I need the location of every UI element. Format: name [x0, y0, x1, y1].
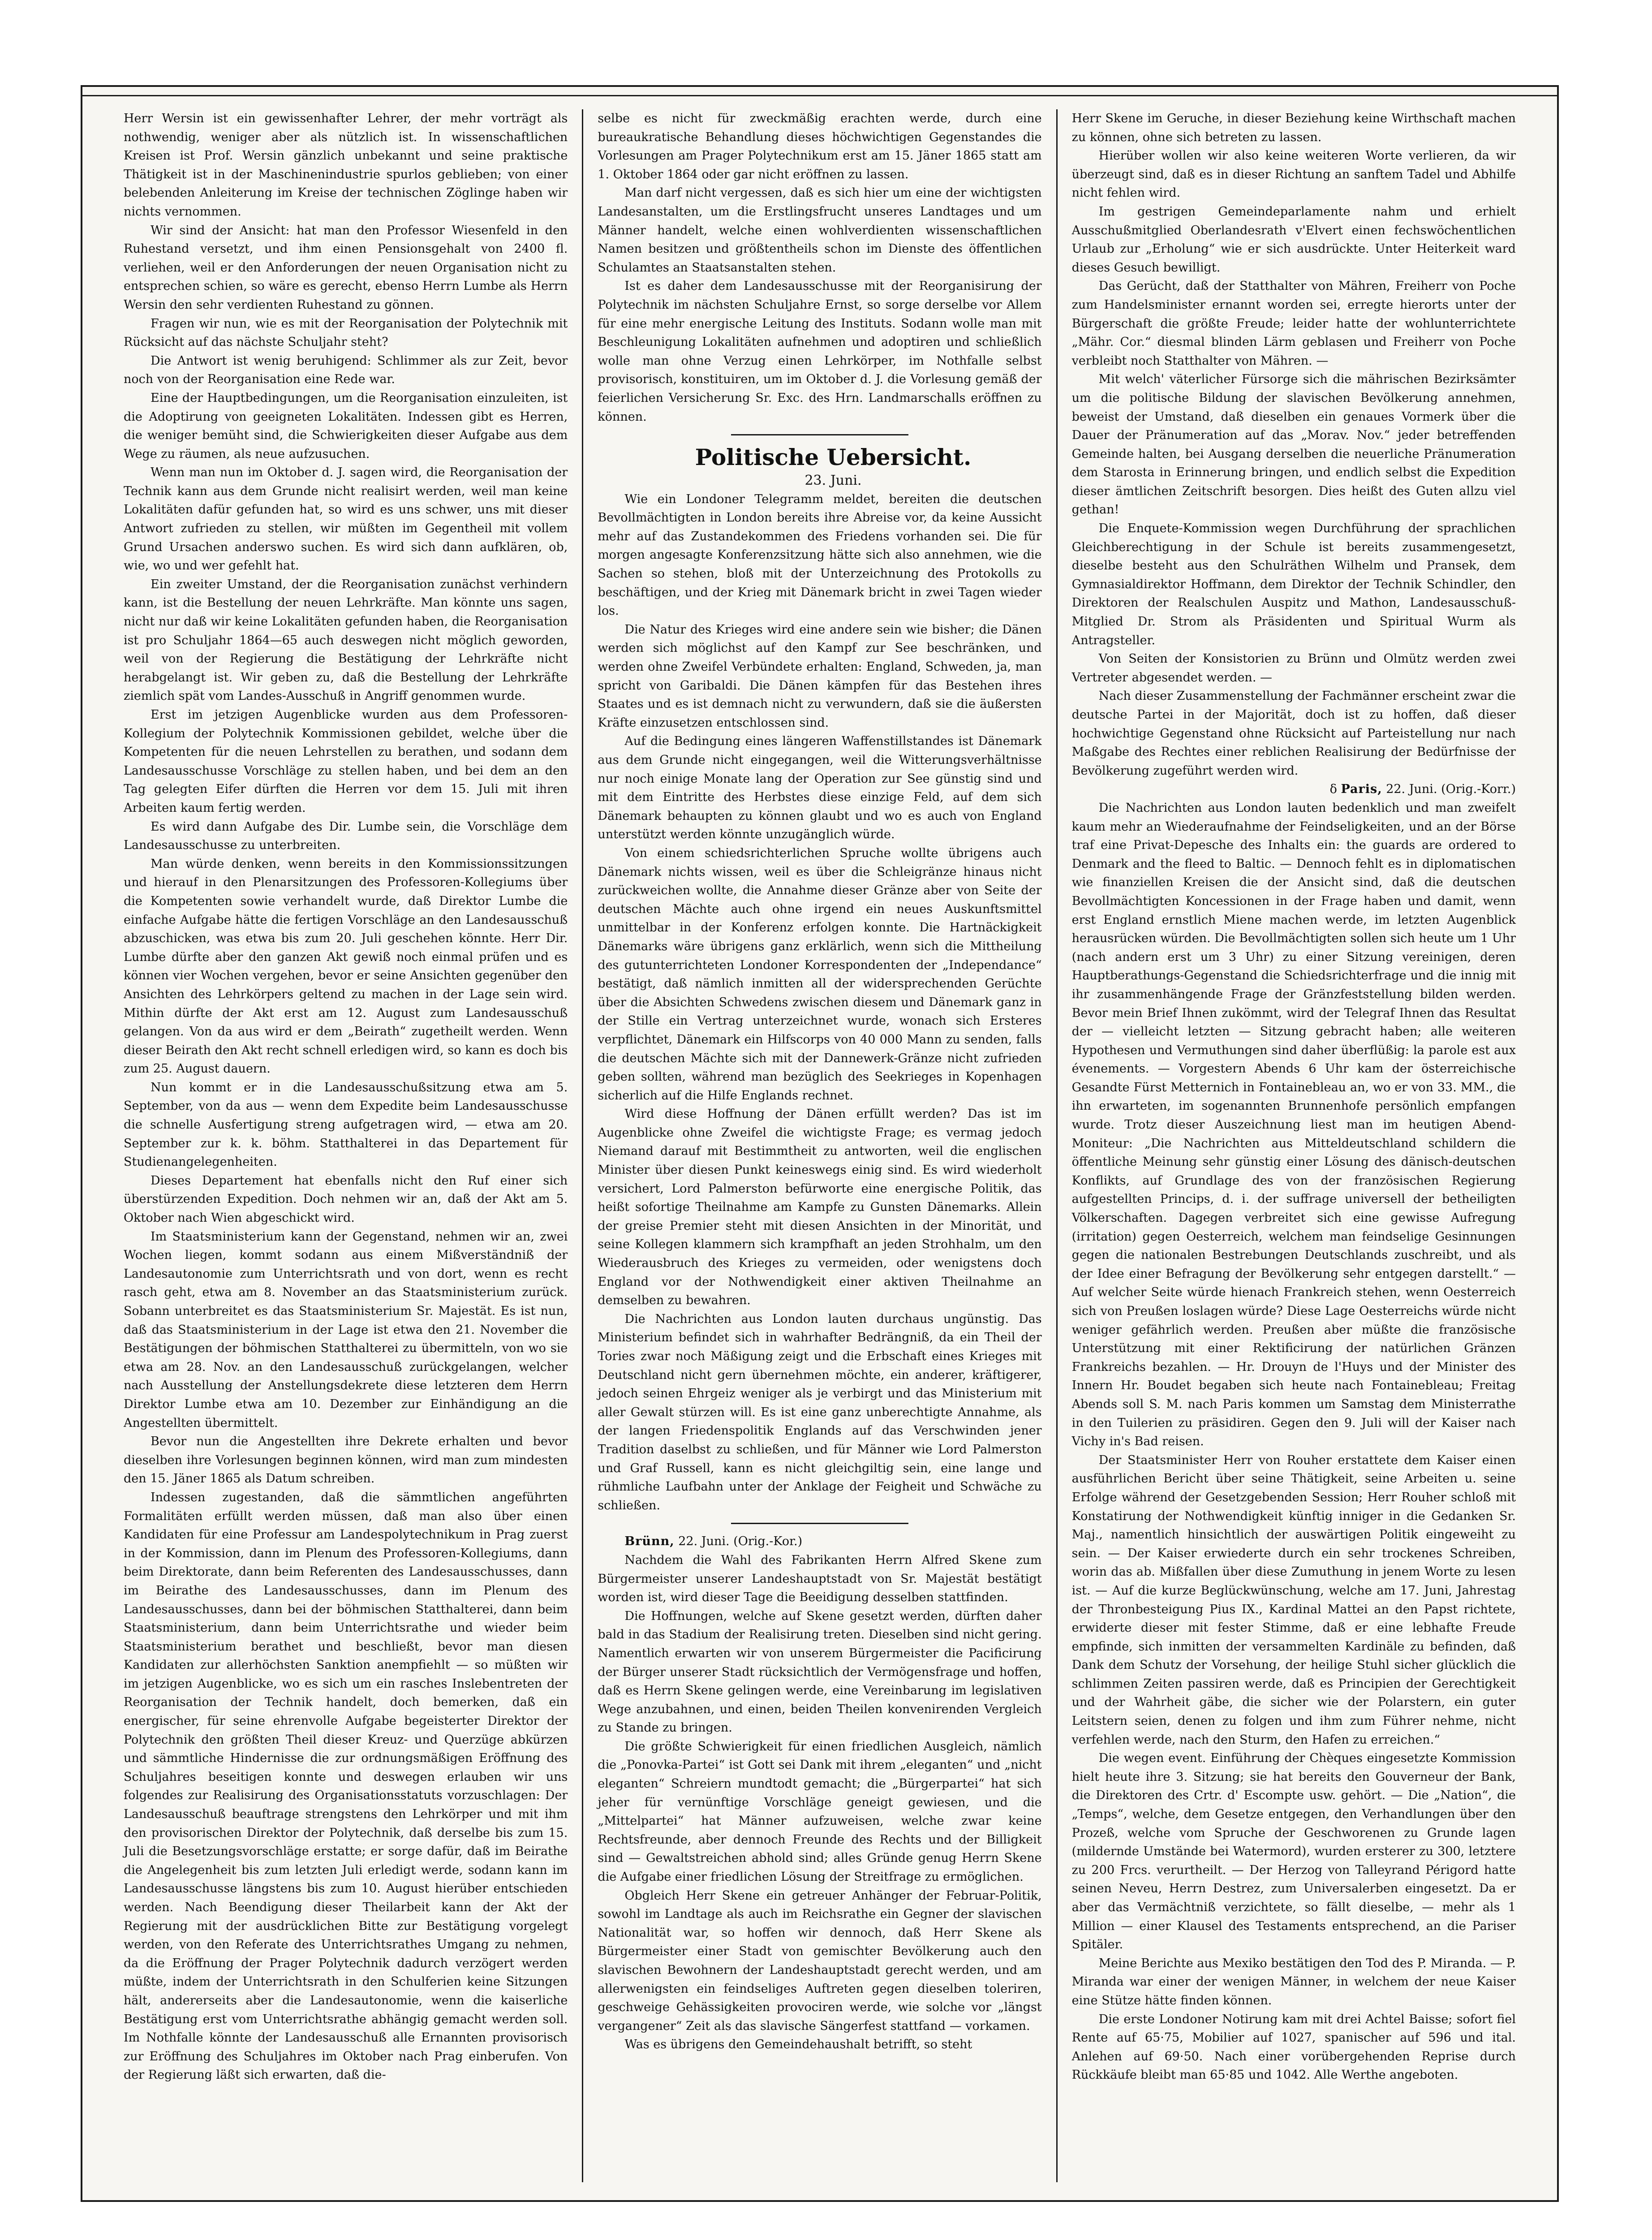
paragraph: Obgleich Herr Skene ein getreuer Anhänger der Februar-Politik, sowohl im Landtage als auch im Reichsrathe ein Gegner der slavischen Nationalität war, so hoffen wir dennoch, daß Herr Skene als Bürgermeister einer Stadt von gemischter Bevölkerung auch den slavischen Bewohnern der Landeshauptstadt gerecht werden, und am allerwenigsten ein feindseliges Auftreten gegen dieselben toleriren, geschweige Gehässigkeiten provociren werde, wie solche vor „längst vergangener“ Zeit als das slavische Sängerfest stattfand — vorkamen.	[598, 1888, 1042, 2033]
paragraph: Man darf nicht vergessen, daß es sich hier um eine der wichtigsten Landesanstalten, um die Erstlingsfrucht unseres Landtages und um Männer handelt, welche einen wohlverdienten wissenschaftlichen Namen besitzen und größtentheils schon im Dienste des öffentlichen Schulamtes an Staatsanstalten stehen.	[598, 186, 1042, 275]
section-headline: Politische Uebersicht.	[695, 444, 972, 471]
dateline-date: 22. Juni. (Orig.-Korr.)	[1386, 782, 1516, 797]
dateline-place: Brünn,	[624, 1534, 675, 1549]
paragraph: Nach dieser Zusammenstellung der Fachmänner erscheint zwar die deutsche Partei in der Majorität, doch ist zu hoffen, daß dieser hochwichtige Gegenstand ohne Rücksicht auf Parteistellung nur nach Maßgabe des Rechtes einer reblichen Realisirung der Bedürfnisse der Bevölkerung zugeführt werden wird.	[1071, 689, 1516, 778]
paragraph: Dieses Departement hat ebenfalls nicht den Ruf einer sich überstürzenden Expedition. Doch nehmen wir an, daß der Akt am 5. Oktober nach Wien abgeschickt wird.	[124, 1173, 568, 1225]
paragraph: Man würde denken, wenn bereits in den Kommissionssitzungen und hierauf in den Plenarsitzungen des Professoren-Kollegiums über die Kompetenten sowie verhandelt wurde, daß Direktor Lumbe die einfache Aufgabe hätte die fertigen Vorschläge an den Landesausschuß abzuschicken, was etwa bis zum 20. Juli geschehen könnte. Herr Dir. Lumbe dürfte aber den ganzen Akt gewiß noch einmal prüfen und es können vier Wochen vergehen, bevor er seine Ansichten gegenüber den Ansichten des Lehrkörpers geltend zu machen in der Lage sein wird. Mithin dürfte der Akt erst am 12. August zum Landesausschuß gelangen. Von da aus wird er dem „Beirath“ zugetheilt werden. Wenn dieser Beirath den Akt recht schnell erledigen wird, so kann es doch bis zum 25. August dauern.	[124, 857, 568, 1076]
paragraph: Auf die Bedingung eines längeren Waffenstillstandes ist Dänemark aus dem Grunde nicht eingegangen, weil die Witterungsverhältnisse nur noch einige Monate lang der Operation zur See günstig sind und mit dem Eintritte des Herbstes diese einzige Feld, auf dem sich Dänemark behaupten zu können glaubt und wo es auch von England unterstützt werden könnte unzugänglich würde.	[598, 734, 1042, 842]
paragraph: Die Hoffnungen, welche auf Skene gesetzt werden, dürften daher bald in das Stadium der Realisirung treten. Dieselben sind nicht gering. Namentlich erwarten wir von unserem Bürgermeister die Pacificirung der Bürger unserer Stadt rücksichtlich der Vermögensfrage und hoffen, daß es Herrn Skene gelingen werde, eine Vereinbarung im legislativen Wege anzubahnen, und einen, beiden Theilen konvenirenden Vergleich zu Stande zu bringen.	[598, 1609, 1042, 1735]
paragraph: Die Nachrichten aus London lauten durchaus ungünstig. Das Ministerium befindet sich in wahrhafter Bedrängniß, da ein Theil der Tories zwar noch Mäßigung zeigt und die Erbschaft eines Krieges mit Deutschland nicht gern übernehmen möchte, ein anderer, kräftigerer, jedoch seinen Ehrgeiz weniger als je verbirgt und das Ministerium mit aller Gewalt stürzen will. Es ist eine ganz unberechtigte Annahme, als der langen Friedenspolitik Englands auf das Verschwinden jener Tradition daselbst zu schließen, und für Männer wie Lord Palmerston und Graf Russell, kann es nicht gleichgiltig sein, eine lange und rühmliche Laufbahn unter der Anklage der Feigheit und Schwäche zu schließen.	[598, 1312, 1042, 1512]
paragraph: Mit welch' väterlicher Fürsorge sich die mährischen Bezirksämter um die politische Bildung der slavischen Bevölkerung annehmen, beweist der Umstand, daß dieselben ein genaues Vormerk über die Dauer der Pränumeration auf das „Morav. Nov.“ jeder betreffenden Gemeinde halten, bei Ausgang derselben die neuerliche Pränumeration dem Starosta in Erinnerung bringen, und endlich selbst die Expedition dieser ämtlichen Zeitschrift besorgen. Dies heißt des Guten allzu viel gethan!	[1071, 372, 1516, 517]
paragraph: Bevor nun die Angestellten ihre Dekrete erhalten und bevor dieselben ihre Vorlesungen beginnen können, wird man zum mindesten den 15. Jäner 1865 als Datum schreiben.	[124, 1434, 568, 1486]
dateline-date: 22. Juni. (Orig.-Kor.)	[678, 1534, 803, 1549]
paragraph: Nun kommt er in die Landesausschußsitzung etwa am 5. September, von da aus — wenn dem Expedite beim Landesausschusse die schnelle Ausfertigung streng aufgetragen wird, — etwa am 20. September zur k. k. böhm. Statthalterei in das Departement für Studienangelegenheiten.	[124, 1080, 568, 1169]
paragraph: Wird diese Hoffnung der Dänen erfüllt werden? Das ist im Augenblicke ohne Zweifel die wichtigste Frage; es vermag jedoch Niemand darauf mit Bestimmtheit zu antworten, weil die englischen Minister über diesen Punkt keineswegs einig sind. Es wird wiederholt versichert, Lord Palmerston befürworte eine energische Politik, das heißt sofortige Theilnahme am Kampfe zu Gunsten Dänemarks. Allein der greise Premier steht mit diesen Ansichten in der Minorität, und seine Kollegen klammern sich krampfhaft an jeden Strohhalm, um den Wiederausbruch des Krieges zu vermeiden, oder wenigstens doch England vor der Nothwendigkeit einer aktiven Theilnahme an demselben zu bewahren.	[598, 1107, 1042, 1308]
section-divider	[731, 434, 909, 435]
correspondent-mark: δ	[1329, 782, 1337, 797]
paragraph: Im Staatsministerium kann der Gegenstand, nehmen wir an, zwei Wochen liegen, kommt sodann aus einem Mißverständniß der Landesautonomie zum Unterrichtsrath und von dort, wenn es recht rasch geht, etwa am 8. November an das Staatsministerium zurück. Sobann unterbreitet es das Staatsministerium Sr. Majestät. Es ist nun, daß das Staatsministerium in der Lage ist etwa den 21. November die Bestätigungen der böhmischen Statthalterei zu übermitteln, von wo sie etwa am 28. Nov. an den Landesausschuß zurückgelangen, welcher nach Ausstellung der Anstellungsdekrete diese letzteren dem Herrn Direktor Lumbe etwa am 10. Dezember zur Einhändigung an die Angestellten übermittelt.	[124, 1229, 568, 1430]
dateline-place: Paris,	[1341, 782, 1382, 797]
paragraph: Ein zweiter Umstand, der die Reorganisation zunächst verhindern kann, ist die Bestellung der neuen Lehrkräfte. Man könnte uns sagen, nicht nur daß wir keine Lokalitäten gefunden haben, die Reorganisation ist pro Schuljahr 1864—65 auch deswegen nicht möglich geworden, weil von der Regierung die Bestätigung der Lehrkräfte nicht herabgelangt ist. Wir geben zu, daß die Bestellung der Lehrkräfte ziemlich spät vom Landes-Ausschuß in Angriff genommen wurde.	[124, 577, 568, 703]
paragraph: Ist es daher dem Landesausschusse mit der Reorganisirung der Polytechnik im nächsten Schuljahre Ernst, so sorge derselbe vor Allem für eine mehr energische Leitung des Instituts. Sodann wolle man mit Beschleunigung Lokalitäten aufnehmen und adoptiren und schließlich wolle man ohne Verzug einen Lehrkörper, im Nothfalle selbst provisorisch, konstituiren, um im Oktober d. J. die Vorlesung gemäß der feierlichen Versicherung Sr. Exc. des Hrn. Landmarschalls eröffnen zu können.	[598, 279, 1042, 424]
section-divider	[731, 1523, 909, 1524]
paragraph: Von Seiten der Konsistorien zu Brünn und Olmütz werden zwei Vertreter abgesendet werden. —	[1071, 652, 1516, 685]
paragraph: Von einem schiedsrichterlichen Spruche wollte übrigens auch Dänemark nichts wissen, weil es über die Schleigränze hinaus nicht zurückweichen wollte, die Annahme dieser Gränze aber von Seite der deutschen Mächte auch ohne irgend ein neues Auskunftsmittel unmittelbar in der Konferenz erfolgen konnte. Die Hartnäckigkeit Dänemarks wäre übrigens ganz erklärlich, wenn sich die Mittheilung des gutunterrichteten Londoner Korrespondenten der „Independance“ bestätigt, daß nämlich inmitten all der widersprechenden Gerüchte über die Absichten Schwedens zwischen diesem und Dänemark ganz in der Stille ein Vertrag unterzeichnet wurde, wonach sich Ersteres verpflichtet, Dänemark ein Hilfscorps von 40 000 Mann zu senden, falls die deutschen Mächte sich mit der Dannewerk-Gränze nicht zufrieden geben sollten, während man bezüglich des Seekrieges in Kopenhagen sicherlich auf die Hilfe Englands rechnet.	[598, 846, 1042, 1103]
paragraph: Es wird dann Aufgabe des Dir. Lumbe sein, die Vorschläge dem Landesausschusse zu unterbreiten.	[124, 819, 568, 853]
paragraph: Die größte Schwierigkeit für einen friedlichen Ausgleich, nämlich die „Ponovka-Partei“ ist Gott sei Dank mit ihrem „eleganten“ und „nicht eleganten“ Schreiern mundtodt gemacht; die „Bürgerpartei“ hat sich jeher für vernünftige Vorschläge geneigt gewiesen, und die „Mittelpartei“ hat Männer aufzuweisen, welche zwar keine Rechtsfreunde, aber dennoch Freunde des Rechts und der Billigkeit sind — Gewaltstreichen abhold sind; alles Gründe genug Herrn Skene die Aufgabe einer friedlichen Lösung der Streitfrage zu ermöglichen.	[598, 1739, 1042, 1884]
paragraph: Im gestrigen Gemeindeparlamente nahm und erhielt Ausschußmitglied Oberlandesrath v'Elvert einen fechswöchentlichen Urlaub zur „Erholung“ wie er sich ausdrückte. Unter Heiterkeit ward dieses Gesuch bewilligt.	[1071, 204, 1516, 275]
column-middle	[582, 109, 1056, 2182]
paragraph: Die Enquete-Kommission wegen Durchführung der sprachlichen Gleichberechtigung in der Schule ist bereits zusammengesetzt, dieselbe besteht aus den Schulräthen Wilhelm und Pransek, dem Gymnasialdirektor Hoffmann, dem Direktor der Technik Schindler, den Direktoren der Realschulen Auspitz und Mathon, Landesausschuß-Mitglied Dr. Strom als Präsidenten und Spiritual Wurm als Antragsteller.	[1071, 521, 1516, 647]
paragraph: Was es übrigens den Gemeindehaushalt betrifft, so steht	[624, 2038, 972, 2052]
paragraph: Nachdem die Wahl des Fabrikanten Herrn Alfred Skene zum Bürgermeister unserer Landeshauptstadt von Sr. Majestät bestätigt worden ist, wird dieser Tage die Beeidigung desselben stattfinden.	[598, 1553, 1042, 1605]
newspaper-page	[81, 85, 1559, 2202]
paragraph: Der Staatsminister Herr von Rouher erstattete dem Kaiser einen ausführlichen Bericht über seine Thätigkeit, seine Arbeiten u. seine Erfolge während der Gesetzgebenden Session; Herr Rouher schloß mit Konstatirung der Nothwendigkeit künftig inniger in die Gedanken Sr. Maj., namentlich hinsichtlich der auswärtigen Politik eingeweiht zu sein. — Der Kaiser erwiederte durch ein sehr trockenes Schreiben, worin das ab. Mißfallen über diese Zumuthung in jenem Worte zu lesen ist. — Auf die kurze Beglückwünschung, welche am 17. Juni, Jahrestag der Thronbesteigung Pius IX., Kardinal Mattei an den Papst richtete, erwiderte dieser mit fester Stimme, daß er eine lebhafte Freude empfinde, sich inmitten der versammelten Kardinäle zu befinden, daß Dank dem Schutz der Vorsehung, der heilige Stuhl sicher glücklich die schlimmen Zeiten passiren werde, daß es Principien der Gerechtigkeit und der Wahrheit gäbe, die sicher wie der Polarstern, ein guter Leitstern seien, denen zu folgen und ihm zum Führer nehme, nicht verfehlen werde, nach den Sturm, den Hafen zu erreichen.“	[1071, 1453, 1516, 1747]
paragraph: Die erste Londoner Notirung kam mit drei Achtel Baisse; sofort fiel Rente auf 65·75, Mobilier auf 1027, spanischer auf 596 und ital. Anlehen auf 69·50. Nach einer vorübergehenden Reprise durch Rückkäufe bleibt man 65·85 und 1042. Alle Werthe angeboten.	[1071, 2012, 1516, 2082]
paragraph: Wie ein Londoner Telegramm meldet, bereiten die deutschen Bevollmächtigten in London bereits ihre Abreise vor, da keine Aussicht mehr auf das Zustandekommen des Friedens vorhanden sei. Die für morgen angesagte Konferenzsitzung hätte sich also annehmen, wie die Sachen so stehen, bloß mit der Unterzeichnung des Protokolls zu beschäftigen, und der Krieg mit Dänemark bricht in zwei Tagen wieder los.	[598, 492, 1042, 618]
paragraph: Fragen wir nun, wie es mit der Reorganisation der Polytechnik mit Rücksicht auf das nächste Schuljahr steht?	[124, 316, 568, 349]
dateline-paragraph	[598, 1532, 1041, 1551]
top-border-rule	[82, 87, 1557, 96]
paragraph: Die Nachrichten aus London lauten bedenklich und man zweifelt kaum mehr an Wiederaufnahme der Feindseligkeiten, und an der Börse traf eine Privat-Depesche des Inhalts ein: the guards are ordered to Denmark and the fleed to Baltic. — Dennoch fehlt es in diplomatischen wie finanziellen Kreisen die der Ansicht sind, daß die deutschen Bevollmächtigten Koncessionen in der Frage haben und damit, wenn erst England ernstlich Miene machen werde, im letzten Augenblick herausrücken würden. Die Bevollmächtigten sollen sich heute um 1 Uhr (nach andern erst um 3 Uhr) zu einer Sitzung vereinigen, deren Hauptberathungs-Gegenstand die Schiedsrichterfrage und die innig mit ihr zusammenhängende Frage der Gränzfeststellung bilden werden. Bevor mein Brief Ihnen zukömmt, wird der Telegraf Ihnen das Resultat der — vielleicht letzten — Sitzung gebracht haben; alle weiteren Hypothesen und Vermuthungen sind daher überflüßig: la parole est aux évenements. — Vorgestern Abends 6 Uhr kam der österreichische Gesandte Fürst Metternich in Fontainebleau an, wo er von 33. MM., die ihn erwarteten, im sogenannten Brunnenhofe persönlich empfangen wurde. Trotz dieser Auszeichnung liest man im heutigen Abend-Moniteur: „Die Nachrichten aus Mitteldeutschland schildern die öffentliche Meinung sehr günstig einer Lösung des dänisch-deutschen Konflikts, auf Grundlage des von der französischen Regierung aufgestellten Princips, d. i. der suffrage universell der betheiligten Völkerschaften. Dagegen verbreitet sich eine gewisse Aufregung (irritation) gegen Oesterreich, welchem man feindselige Gesinnungen gegen die nationalen Bestrebungen Deutschlands zuschreibt, und als der Idee einer Befragung der Bevölkerung sehr entgegen darstellt.“ — Auf welcher Seite würde hienach Frankreich stehen, wenn Oesterreich sich von Preußen loslagen würde? Diese Lage Oesterreichs würde nicht weniger gefährlich werden. Preußen aber müßte die französische Unterstützung mit einer Rektificirung der natürlichen Gränzen Frankreichs bezahlen. — Hr. Drouyn de l'Huys und der Minister des Innern Hr. Boudet begaben sich heute nach Fontainebleau; Freitag Abends soll S. M. nach Paris kommen um Samstag dem Ministerrathe in den Tuilerien zu präsidiren. Gegen den 9. Juli will der Kaiser nach Vichy in's Bad reisen.	[1071, 801, 1516, 1449]
dateline-paragraph	[1072, 780, 1516, 799]
section-date: 23. Juni.	[804, 473, 862, 489]
paragraph: selbe es nicht für zweckmäßig erachten werde, durch eine bureaukratische Behandlung dieses höchwichtigen Gegenstandes die Vorlesungen am Prager Polytechnikum erst am 15. Jäner 1865 statt am 1. Oktober 1864 oder gar nicht eröffnen zu lassen.	[598, 112, 1042, 181]
paragraph: Eine der Hauptbedingungen, um die Reorganisation einzuleiten, ist die Adoptirung von geeigneten Lokalitäten. Indessen gibt es Herren, die weniger bemüht sind, die Schwierigkeiten dieser Aufgabe aus dem Wege zu räumen, als neue aufzusuchen.	[124, 391, 568, 461]
paragraph: Wenn man nun im Oktober d. J. sagen wird, die Reorganisation der Technik kann aus dem Grunde nicht realisirt werden, weil man keine Lokalitäten dafür gefunden hat, so wird es uns schwer, uns mit dieser Antwort zufrieden zu stellen, wir müßten im Gegentheil mit vollem Grund Ursachen anderswo suchen. Es wird sich dann aufklären, ob, wie, wo und wer gefehlt hat.	[124, 465, 568, 573]
column-left	[109, 109, 582, 2182]
paragraph: Herr Skene im Geruche, in dieser Beziehung keine Wirthschaft machen zu können, ohne sich betreten zu lassen.	[1071, 112, 1516, 144]
paragraph: Die Antwort ist wenig beruhigend: Schlimmer als zur Zeit, bevor noch von der Reorganisation eine Rede war.	[124, 353, 568, 387]
page-columns	[109, 109, 1530, 2182]
paragraph: Die wegen event. Einführung der Chèques eingesetzte Kommission hielt heute ihre 3. Sitzung; sie hat bereits den Gouverneur der Bank, die Direktoren des Crtr. d' Escompte usw. gehört. — Die „Nation“, die „Temps“, welche, dem Gesetze entgegen, den Verhandlungen über den Prozeß, welche vom Spruche der Geschworenen zu Grunde lagen (mildernde Umstände bei Watermord), wurden ersterer zu 300, letztere zu 200 Frcs. verurtheilt. — Der Herzog von Talleyrand Périgord hatte seinen Neveu, Herrn Destrez, zum Universalerben eingesetzt. Da er aber das Vermächtniß verzichtete, so fällt dieselbe, — mehr als 1 Million — einer Klausel des Testaments entsprechend, an die Pariser Spitäler.	[1071, 1751, 1516, 1952]
column-right	[1056, 109, 1530, 2182]
paragraph: Erst im jetzigen Augenblicke wurden aus dem Professoren-Kollegium der Polytechnik Kommissionen gebildet, welche über die Kompetenten für die neuen Lehrstellen zu berathen, und sodann dem Landesausschusse Vorschläge zu stellen haben, und bei dem an den Tag gelegten Eifer dürften die Herren vor dem 15. Juli mit ihren Arbeiten kaum fertig werden.	[124, 708, 568, 815]
paragraph: Herr Wersin ist ein gewissenhafter Lehrer, der mehr vorträgt als nothwendig, weniger aber als nützlich ist. In wissenschaftlichen Kreisen ist Prof. Wersin gänzlich unbekannt und seine praktische Thätigkeit ist in der Maschinenindustrie spurlos geblieben; von einer belebenden Anleiterung im Kreise der technischen Zöglinge haben wir nichts vernommen.	[124, 112, 568, 219]
paragraph: Die Natur des Krieges wird eine andere sein wie bisher; die Dänen werden sich möglichst auf den Kampf zur See beschränken, und werden ohne Zweifel Verbündete erhalten: England, Schweden, ja, man spricht von Garibaldi. Die Dänen kämpfen für das Bestehen ihres Staates und es ist demnach nicht zu verwundern, daß sie die äußersten Kräfte einzusetzen entschlossen sind.	[598, 622, 1042, 730]
paragraph: Wir sind der Ansicht: hat man den Professor Wiesenfeld in den Ruhestand versetzt, und ihm einen Pensionsgehalt von 2400 fl. verliehen, weil er den Anforderungen der neuen Organisation nicht zu entsprechen schien, so wäre es gerecht, ebenso Herrn Lumbe als Herrn Wersin den sehr verdienten Ruhestand zu gönnen.	[124, 223, 568, 312]
paragraph: Hierüber wollen wir also keine weiteren Worte verlieren, da wir überzeugt sind, daß es in dieser Richtung an sanftem Tadel und Abhilfe nicht fehlen wird.	[1071, 149, 1516, 200]
paragraph: Meine Berichte aus Mexiko bestätigen den Tod des P. Miranda. — P. Miranda war einer der wenigen Männer, in welchem der neue Kaiser eine Stütze hätte finden können.	[1071, 1956, 1516, 2007]
paragraph: Indessen zugestanden, daß die sämmtlichen angeführten Formalitäten erfüllt werden müssen, daß man also über einen Kandidaten für eine Professur am Landespolytechnikum in Prag zuerst in der Kommission, dann im Plenum des Professoren-Kollegiums, dann beim Direktorate, dann beim Referenten des Landesausschusses, dann im Beirathe des Landesausschusses, dann im Plenum des Landesausschusses, dann bei der böhmischen Statthalterei, dann beim Staatsministerium, dann beim Unterrichtsrathe und wieder beim Staatsministerium berathet und beschließt, bevor man diesen Kandidaten zur allerhöchsten Sanktion anempfiehlt — so müßten wir im jetzigen Augenblicke, wo es sich um ein rasches Inslebentreten der Reorganisation der Technik handelt, doch bemerken, daß ein energischer, für seine ehrenvolle Aufgabe begeisterter Direktor der Polytechnik den größten Theil dieser Kreuz- und Querzüge abkürzen und sämmtliche Hindernisse die zur ordnungsmäßigen Eröffnung des Schuljahres beseitigen konnte und deswegen erlauben wir uns folgendes zur Realisirung des Organisationsstatuts vorzuschlagen: Der Landesausschuß beauftrage strengstens den Lehrkörper und mit ihm den provisorischen Direktor der Polytechnik, daß derselbe bis zum 15. Juli die Besetzungsvorschläge erstatte; er sorge dafür, daß im Beirathe die Angelegenheit bis zum letzten Juli erledigt werde, sodann kann im Landesausschusse längstens bis zum 10. August hierüber entschieden werden. Nach Beendigung dieser Theilarbeit kann der Akt der Regierung mit der ausdrücklichen Bitte zur Bestätigung vorgelegt werden, von den Referate des Unterrichtsrathes Umgang zu nehmen, da die Eröffnung der Prager Polytechnik dadurch verzögert werden müßte, indem der Unterrichtsrath in den Schulferien keine Sitzungen hält, andererseits aber die Landesautonomie, wenn die kaiserliche Bestätigung erst vom Unterrichtsrathe abhängig gemacht werden soll. Im Nothfalle könnte der Landesausschuß alle Ernannten provisorisch zur Eröffnung des Schuljahres im Oktober nach Prag einberufen. Von der Regierung läßt sich erwarten, daß die-	[124, 1490, 568, 2082]
paragraph: Das Gerücht, daß der Statthalter von Mähren, Freiherr von Poche zum Handelsminister ernannt worden sei, erregte hierorts unter der Bürgerschaft die größte Freude; leider hatte der wohlunterrichtete „Mähr. Cor.“ diesmal blinden Lärm geblasen und Freiherr von Poche verbleibt noch Statthalter von Mähren. —	[1071, 279, 1516, 368]
